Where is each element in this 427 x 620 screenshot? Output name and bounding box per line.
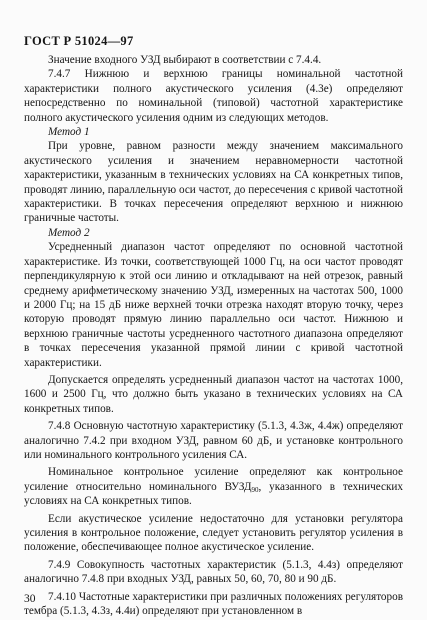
paragraph-text: , указанного в технических условиях на СА конкретных типов. (24, 480, 404, 508)
paragraph-text: Номинальное контрольное усиление определяют как контрольное усиление относительно номинального ВУЗД (24, 466, 403, 493)
paragraph (24, 465, 403, 508)
document-body (24, 53, 403, 618)
method-heading: Метод 2 (48, 226, 90, 239)
paragraph: 7.4.9 Совокупность частотных характеристик (5.1.3, 4.4з) определяют аналогично 7.4.8 при входных УЗД, равных 50, 60, 70, 80 и 90 дБ. (24, 558, 403, 586)
paragraph: При уровне, равном разности между значением максимального акустического усиления и значением неравномерности частотной характеристики, указанным в технических условиях на СА конкретных типов, проводят линию, параллельную оси частот, до пересечения с кривой частотной характеристики. В точках пересечения определяют верхнюю и нижнюю граничные частоты. (24, 140, 403, 225)
paragraph: Значение входного УЗД выбирают в соответствии с 7.4.4. (48, 54, 322, 66)
standard-header: ГОСТ Р 51024—97 (24, 34, 134, 48)
paragraph: Если акустическое усиление недостаточно для установки регулятора усиления в контрольное положение, следует установить регулятор усиления в положение, обеспечивающее полное акустическое усиление. (24, 512, 403, 554)
method-heading: Метод 1 (48, 126, 90, 139)
paragraph: 7.4.7 Нижнюю и верхнюю границы номинальной частотной характеристики полного акустического усиления (4.3е) определяют непосредственно по номинальной (типовой) частотной характеристике полного акустического усиления одним из следующих методов. (24, 68, 403, 124)
paragraph: 7.4.8 Основную частотную характеристику (5.1.3, 4.3ж, 4.4ж) определяют аналогично 7.4.2 при входном УЗД, равном 60 дБ, и установке контрольного или номинального контрольного усиления СА. (24, 420, 403, 461)
paragraph: Усредненный диапазон частот определяют по основной частотной характеристике. Из точки, соответствующей 1000 Гц, на оси частот проводят перпендикулярную к этой оси линию и откладывают на ней отрезок, равный среднему арифметическому значению УЗД, измеренных на частотах 500, 1000 и 2000 Гц; на 15 дБ ниже верхней точки отрезка находят вторую точку, через которую проводят прямую линию параллельно оси частот. Нижнюю и верхнюю граничные частоты усредненного частотного диапазона определяют в точках пересечения указанной прямой линии с кривой частотной характеристики. (24, 241, 403, 369)
paragraph: Допускается определять усредненный диапазон частот на частотах 1000, 1600 и 2500 Гц, что должно быть указано в технических условиях на СА конкретных типов. (24, 373, 403, 415)
paragraph: 7.4.10 Частотные характеристики при различных положениях регуляторов тембра (5.1.3, 4.3з, 4.4и) определяют при установленном в (24, 590, 403, 618)
subscript: 90 (251, 485, 259, 494)
page-number: 30 (24, 593, 36, 605)
